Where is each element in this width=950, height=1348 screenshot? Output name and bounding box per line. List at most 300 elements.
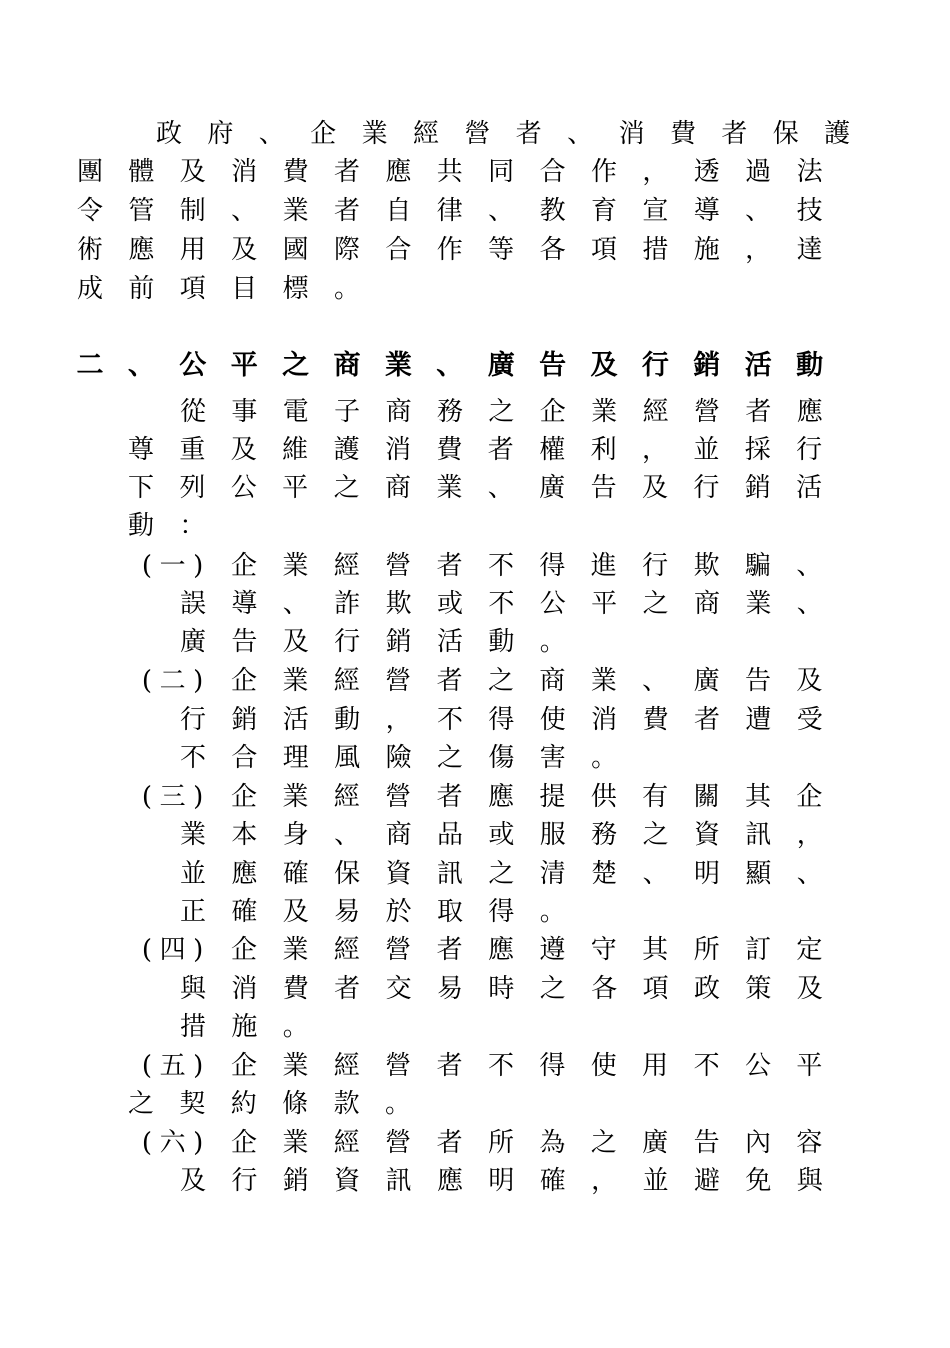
glyph: 合 — [231, 743, 258, 773]
glyph: 者 — [721, 119, 748, 149]
glyph: 五 — [159, 1051, 186, 1081]
glyph: 正 — [179, 897, 206, 927]
glyph: 行 — [231, 1166, 258, 1196]
glyph: 訂 — [744, 935, 771, 965]
glyph: 應 — [436, 1166, 463, 1196]
glyph: 企 — [230, 935, 257, 965]
glyph: 經 — [642, 397, 669, 427]
glyph: 者 — [745, 397, 772, 427]
glyph: 活 — [796, 473, 823, 503]
glyph: 企 — [310, 119, 337, 149]
glyph: 之 — [488, 397, 515, 427]
glyph: 費 — [669, 119, 696, 149]
glyph: 訊 — [385, 1166, 412, 1196]
glyph: 及 — [796, 974, 823, 1004]
glyph: 或 — [488, 820, 515, 850]
glyph: 使 — [590, 1051, 617, 1081]
glyph: 及 — [796, 666, 823, 696]
glyph: 經 — [333, 1128, 360, 1158]
glyph: 銷 — [385, 627, 412, 657]
glyph: 易 — [436, 974, 463, 1004]
glyph: 透 — [693, 157, 720, 187]
glyph: ( — [141, 1051, 153, 1081]
glyph: 身 — [282, 820, 309, 850]
glyph: 與 — [796, 1166, 823, 1196]
glyph: 重 — [179, 435, 206, 465]
glyph: 平 — [796, 1051, 823, 1081]
glyph: 、 — [488, 196, 515, 226]
glyph: 營 — [385, 551, 412, 581]
glyph: 所 — [487, 1128, 514, 1158]
glyph: 等 — [488, 235, 515, 265]
glyph: 應 — [231, 859, 258, 889]
glyph: 不 — [487, 551, 514, 581]
glyph: 並 — [693, 435, 720, 465]
glyph: 企 — [796, 782, 823, 812]
glyph: 、 — [436, 350, 464, 381]
glyph: 營 — [385, 1128, 412, 1158]
glyph: 或 — [436, 589, 463, 619]
glyph: 者 — [333, 196, 360, 226]
glyph: 之 — [642, 820, 669, 850]
glyph: 提 — [539, 782, 566, 812]
glyph: 務 — [436, 397, 463, 427]
glyph: 之 — [642, 589, 669, 619]
glyph: 行 — [179, 705, 206, 735]
glyph: 者 — [333, 157, 360, 187]
glyph: 有 — [642, 782, 669, 812]
glyph: 確 — [231, 897, 258, 927]
glyph: 平 — [591, 589, 618, 619]
glyph: 其 — [642, 935, 669, 965]
glyph: 者 — [334, 974, 361, 1004]
glyph: 並 — [179, 859, 206, 889]
glyph: 體 — [128, 157, 155, 187]
glyph: 者 — [693, 705, 720, 735]
glyph: 下 — [127, 473, 154, 503]
glyph: 及 — [590, 350, 618, 381]
glyph: 自 — [385, 196, 412, 226]
glyph: 營 — [385, 782, 412, 812]
glyph: 銷 — [693, 350, 721, 381]
glyph: 楚 — [591, 859, 618, 889]
glyph: 營 — [385, 1051, 412, 1081]
glyph: 商 — [385, 397, 412, 427]
glyph: 企 — [230, 666, 257, 696]
glyph: 款 — [333, 1089, 360, 1119]
glyph: 業 — [282, 666, 309, 696]
glyph: 得 — [488, 705, 515, 735]
glyph: 宣 — [642, 196, 669, 226]
glyph: 訊 — [745, 820, 772, 850]
glyph: 約 — [230, 1089, 257, 1119]
glyph: 與 — [179, 974, 206, 1004]
glyph: 作 — [590, 157, 617, 187]
glyph: 業 — [179, 820, 206, 850]
glyph: 業 — [282, 551, 309, 581]
glyph: 消 — [231, 974, 258, 1004]
glyph: 活 — [744, 350, 772, 381]
glyph: 行 — [334, 627, 361, 657]
glyph: 得 — [488, 897, 515, 927]
glyph: 供 — [590, 782, 617, 812]
glyph: 之 — [127, 1089, 154, 1119]
glyph: 尊 — [127, 435, 154, 465]
glyph: 及 — [282, 897, 309, 927]
glyph: 定 — [796, 935, 823, 965]
glyph: 成 — [76, 274, 103, 304]
glyph: 公 — [230, 473, 257, 503]
glyph: 事 — [231, 397, 258, 427]
glyph: ) — [193, 551, 204, 581]
glyph: 經 — [333, 551, 360, 581]
glyph: 商 — [384, 473, 411, 503]
glyph: 護 — [333, 435, 360, 465]
glyph: 項 — [179, 274, 206, 304]
glyph: 府 — [207, 119, 234, 149]
glyph: 商 — [693, 589, 720, 619]
glyph: 告 — [744, 666, 771, 696]
glyph: 業 — [745, 589, 772, 619]
glyph: 所 — [693, 935, 720, 965]
glyph: 業 — [282, 935, 309, 965]
glyph: 導 — [693, 196, 720, 226]
glyph: ) — [193, 935, 204, 965]
glyph: 行 — [641, 350, 669, 381]
glyph: ， — [642, 157, 669, 187]
glyph: 及 — [282, 627, 309, 657]
glyph: 、 — [642, 859, 669, 889]
glyph: 國 — [282, 235, 309, 265]
glyph: 律 — [436, 196, 463, 226]
glyph: 公 — [744, 1051, 771, 1081]
glyph: 四 — [159, 935, 186, 965]
glyph: 其 — [744, 782, 771, 812]
glyph: 取 — [436, 897, 463, 927]
glyph: ， — [641, 435, 668, 465]
glyph: 、 — [642, 666, 669, 696]
glyph: 並 — [642, 1166, 669, 1196]
glyph: 公 — [539, 589, 566, 619]
glyph: 騙 — [744, 551, 771, 581]
glyph: 。 — [384, 1089, 411, 1119]
glyph: 不 — [436, 705, 463, 735]
glyph: ( — [141, 1128, 153, 1158]
glyph: 各 — [539, 235, 566, 265]
glyph: 目 — [231, 274, 258, 304]
glyph: 、 — [127, 350, 155, 381]
glyph: 營 — [385, 666, 412, 696]
glyph: 企 — [230, 551, 257, 581]
glyph: 、 — [796, 859, 823, 889]
glyph: 業 — [361, 119, 388, 149]
glyph: 免 — [745, 1166, 772, 1196]
glyph: 不 — [488, 589, 515, 619]
glyph: 容 — [796, 1128, 823, 1158]
glyph: 關 — [693, 782, 720, 812]
glyph: 政 — [155, 119, 182, 149]
glyph: 保 — [772, 119, 799, 149]
glyph: 得 — [539, 1051, 566, 1081]
glyph: 業 — [384, 350, 412, 381]
glyph: 一 — [159, 551, 186, 581]
glyph: 遭 — [745, 705, 772, 735]
glyph: 前 — [128, 274, 155, 304]
glyph: 告 — [539, 350, 567, 381]
glyph: 政 — [693, 974, 720, 1004]
glyph: 從 — [179, 397, 206, 427]
glyph: 應 — [487, 782, 514, 812]
glyph: 者 — [487, 435, 514, 465]
glyph: 及 — [231, 235, 258, 265]
glyph: 用 — [179, 235, 206, 265]
glyph: 廣 — [487, 350, 515, 381]
glyph: 詐 — [334, 589, 361, 619]
glyph: 明 — [693, 859, 720, 889]
glyph: 務 — [591, 820, 618, 850]
glyph: 。 — [333, 274, 360, 304]
glyph: 業 — [590, 666, 617, 696]
glyph: 制 — [179, 196, 206, 226]
glyph: 欺 — [693, 551, 720, 581]
glyph: 服 — [539, 820, 566, 850]
glyph: ： — [179, 511, 206, 541]
glyph: 廣 — [642, 1128, 669, 1158]
glyph: 內 — [744, 1128, 771, 1158]
glyph: 業 — [282, 196, 309, 226]
glyph: 顯 — [745, 859, 772, 889]
glyph: 訊 — [436, 859, 463, 889]
glyph: 技 — [796, 196, 823, 226]
glyph: 易 — [334, 897, 361, 927]
glyph: 行 — [642, 551, 669, 581]
glyph: 交 — [385, 974, 412, 1004]
glyph: 列 — [179, 473, 206, 503]
glyph: 經 — [333, 666, 360, 696]
glyph: 合 — [385, 235, 412, 265]
glyph: 育 — [590, 196, 617, 226]
glyph: 資 — [385, 859, 412, 889]
glyph: 平 — [230, 350, 258, 381]
glyph: 商 — [539, 666, 566, 696]
glyph: 動 — [127, 511, 154, 541]
glyph: 過 — [745, 157, 772, 187]
glyph: 經 — [333, 935, 360, 965]
glyph: 害 — [539, 743, 566, 773]
glyph: ) — [193, 1128, 204, 1158]
glyph: 銷 — [744, 473, 771, 503]
glyph: 費 — [642, 705, 669, 735]
glyph: 作 — [436, 235, 463, 265]
glyph: 保 — [334, 859, 361, 889]
glyph: ， — [385, 705, 412, 735]
glyph: 應 — [385, 157, 412, 187]
glyph: 二 — [159, 666, 186, 696]
glyph: 消 — [591, 705, 618, 735]
glyph: 傷 — [488, 743, 515, 773]
glyph: 公 — [179, 350, 207, 381]
glyph: 六 — [159, 1128, 186, 1158]
glyph: 費 — [436, 435, 463, 465]
glyph: 明 — [488, 1166, 515, 1196]
glyph: 之 — [282, 350, 310, 381]
glyph: 管 — [128, 196, 155, 226]
glyph: 業 — [282, 1128, 309, 1158]
glyph: 商 — [385, 820, 412, 850]
glyph: 共 — [436, 157, 463, 187]
glyph: 業 — [282, 782, 309, 812]
glyph: 護 — [824, 119, 851, 149]
glyph: 行 — [693, 473, 720, 503]
glyph: 企 — [230, 1051, 257, 1081]
glyph: 團 — [76, 157, 103, 187]
glyph: 合 — [539, 157, 566, 187]
glyph: 避 — [693, 1166, 720, 1196]
glyph: ， — [796, 820, 823, 850]
glyph: 。 — [282, 1012, 309, 1042]
glyph: 業 — [591, 397, 618, 427]
glyph: 行 — [796, 435, 823, 465]
glyph: 契 — [179, 1089, 206, 1119]
glyph: 者 — [436, 1128, 463, 1158]
glyph: 策 — [745, 974, 772, 1004]
glyph: 。 — [539, 627, 566, 657]
glyph: 平 — [282, 473, 309, 503]
glyph: 及 — [230, 435, 257, 465]
glyph: 動 — [334, 705, 361, 735]
glyph: 遵 — [539, 935, 566, 965]
glyph: 利 — [590, 435, 617, 465]
glyph: 用 — [642, 1051, 669, 1081]
glyph: 之 — [590, 1128, 617, 1158]
glyph: 及 — [641, 473, 668, 503]
glyph: 資 — [693, 820, 720, 850]
glyph: 導 — [231, 589, 258, 619]
glyph: 應 — [128, 235, 155, 265]
glyph: 、 — [487, 473, 514, 503]
glyph: 之 — [487, 666, 514, 696]
glyph: 電 — [282, 397, 309, 427]
glyph: 欺 — [385, 589, 412, 619]
glyph: 營 — [464, 119, 491, 149]
glyph: 消 — [231, 157, 258, 187]
glyph: ， — [745, 235, 772, 265]
glyph: 項 — [590, 235, 617, 265]
glyph: 教 — [539, 196, 566, 226]
glyph: 際 — [333, 235, 360, 265]
glyph: 告 — [231, 627, 258, 657]
glyph: 消 — [384, 435, 411, 465]
glyph: 資 — [334, 1166, 361, 1196]
glyph: 確 — [539, 1166, 566, 1196]
glyph: 、 — [745, 196, 772, 226]
glyph: 及 — [179, 1166, 206, 1196]
glyph: 清 — [539, 859, 566, 889]
glyph: 受 — [796, 705, 823, 735]
glyph: 之 — [436, 743, 463, 773]
glyph: 術 — [76, 235, 103, 265]
glyph: 。 — [591, 743, 618, 773]
glyph: 者 — [436, 935, 463, 965]
glyph: 條 — [282, 1089, 309, 1119]
glyph: 告 — [590, 473, 617, 503]
glyph: 不 — [179, 743, 206, 773]
glyph: 經 — [412, 119, 439, 149]
glyph: 銷 — [231, 705, 258, 735]
glyph: 理 — [282, 743, 309, 773]
glyph: ) — [193, 782, 204, 812]
glyph: 應 — [487, 935, 514, 965]
glyph: 措 — [642, 235, 669, 265]
glyph: 品 — [436, 820, 463, 850]
glyph: 經 — [333, 782, 360, 812]
glyph: 險 — [385, 743, 412, 773]
glyph: 費 — [282, 974, 309, 1004]
glyph: 、 — [334, 820, 361, 850]
glyph: ( — [141, 551, 153, 581]
glyph: 者 — [515, 119, 542, 149]
glyph: 法 — [796, 157, 823, 187]
glyph: 標 — [282, 274, 309, 304]
glyph: 、 — [282, 589, 309, 619]
glyph: 廣 — [179, 627, 206, 657]
glyph: 令 — [76, 196, 103, 226]
glyph: 本 — [231, 820, 258, 850]
glyph: 費 — [282, 157, 309, 187]
glyph: 施 — [231, 1012, 258, 1042]
glyph: 者 — [436, 1051, 463, 1081]
glyph: 企 — [230, 1128, 257, 1158]
glyph: 項 — [642, 974, 669, 1004]
glyph: 二 — [76, 350, 104, 381]
glyph: 者 — [436, 666, 463, 696]
glyph: 、 — [231, 196, 258, 226]
glyph: 不 — [487, 1051, 514, 1081]
glyph: 應 — [796, 397, 823, 427]
glyph: 施 — [693, 235, 720, 265]
glyph: 企 — [230, 782, 257, 812]
glyph: 者 — [436, 782, 463, 812]
glyph: 之 — [488, 859, 515, 889]
glyph: 者 — [436, 551, 463, 581]
glyph: 廣 — [693, 666, 720, 696]
glyph: 企 — [539, 397, 566, 427]
glyph: 告 — [693, 1128, 720, 1158]
glyph: 之 — [333, 473, 360, 503]
glyph: 維 — [282, 435, 309, 465]
glyph: 、 — [796, 589, 823, 619]
glyph: ) — [193, 666, 204, 696]
glyph: 動 — [796, 350, 824, 381]
glyph: 經 — [333, 1051, 360, 1081]
glyph: 達 — [796, 235, 823, 265]
glyph: 措 — [179, 1012, 206, 1042]
glyph: ( — [141, 666, 153, 696]
glyph: 廣 — [539, 473, 566, 503]
glyph: 時 — [488, 974, 515, 1004]
glyph: ， — [591, 1166, 618, 1196]
glyph: 、 — [567, 119, 594, 149]
glyph: 誤 — [179, 589, 206, 619]
glyph: 營 — [385, 935, 412, 965]
glyph: 各 — [591, 974, 618, 1004]
glyph: 得 — [539, 551, 566, 581]
glyph: 活 — [436, 627, 463, 657]
glyph: 商 — [333, 350, 361, 381]
glyph: 守 — [590, 935, 617, 965]
glyph: 於 — [385, 897, 412, 927]
glyph: ( — [141, 935, 153, 965]
